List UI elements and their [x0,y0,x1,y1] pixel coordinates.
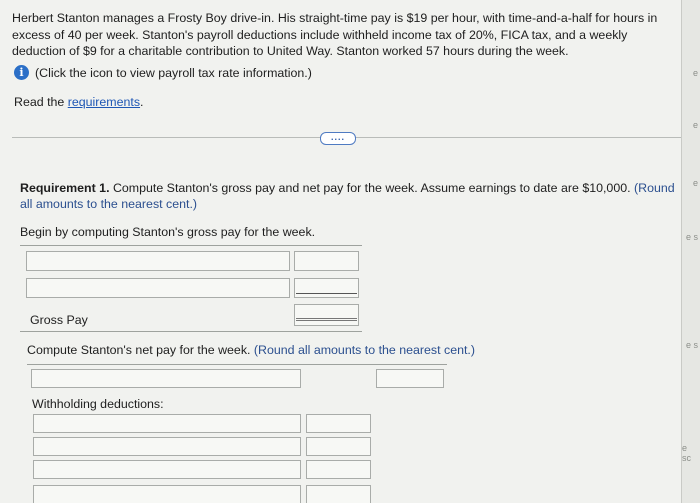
gross-row-2-amount-input[interactable] [294,278,359,298]
withholding-row-1-label-input[interactable] [33,414,301,433]
requirement-1 [20,180,680,212]
requirement-text: Compute Stanton's gross pay and net pay for the week. Assume earnings to date are $10,000. [109,181,631,195]
expand-more-button[interactable]: .... [320,132,356,145]
requirement-label: Requirement 1. [20,181,110,195]
gross-pay-label: Gross Pay [30,313,88,327]
edge-mark: e [692,120,698,130]
read-requirements [14,95,144,109]
info-icon[interactable]: i [14,65,29,80]
gross-total-double-rule [296,317,357,321]
requirement-note: (Round all amounts to the nearest cent.) [20,181,675,211]
gross-table-top-rule [20,245,362,246]
net-instruction [27,343,475,357]
payroll-info-row [14,65,312,80]
problem-statement: Herbert Stanton manages a Frosty Boy drive-in. His straight-time pay is $19 per hour, with time-and-a-half for hours in excess of 40 per week. Stanton's payroll deductions include withheld income tax of 20%, FICA tax, and a weekly deduction of $9 for a charitable contribution to United Way. Stanton worked 57 hours during the week. [12,11,658,58]
withholding-row-3-amount-input[interactable] [306,460,371,479]
withholding-row-1-amount-input[interactable] [306,414,371,433]
net-row-1-amount-input[interactable] [376,369,444,388]
net-instruction-text: Compute Stanton's net pay for the week. [27,343,251,357]
withholding-label: Withholding deductions: [32,397,164,411]
edge-mark: e [692,68,698,78]
right-edge-panel [681,0,700,503]
gross-row-1-amount-input[interactable] [294,251,359,271]
gross-row-2-label-input[interactable] [26,278,290,298]
net-instruction-note: (Round all amounts to the nearest cent.) [250,343,476,357]
read-suffix: . [140,95,144,109]
gross-row-1-label-input[interactable] [26,251,290,271]
edge-mark: e [692,178,698,188]
edge-mark: e s [685,340,698,350]
edge-mark: e s [685,232,698,242]
payroll-info-text: (Click the icon to view payroll tax rate information.) [35,65,312,80]
withholding-row-2-label-input[interactable] [33,437,301,456]
gross-instruction: Begin by computing Stanton's gross pay for the week. [20,225,316,239]
read-prefix: Read the [14,95,68,109]
withholding-row-4-label-input[interactable] [33,485,301,503]
net-table-top-rule [27,364,447,365]
net-row-1-label-input[interactable] [31,369,301,388]
gross-table-bottom-rule [20,331,362,332]
requirements-link[interactable]: requirements [67,95,141,109]
subtotal-rule [296,293,357,294]
withholding-row-4-amount-input[interactable] [306,485,371,503]
withholding-row-2-amount-input[interactable] [306,437,371,456]
withholding-row-3-label-input[interactable] [33,460,301,479]
edge-mark: e sc [682,443,691,463]
gross-pay-total-input[interactable] [294,304,359,326]
